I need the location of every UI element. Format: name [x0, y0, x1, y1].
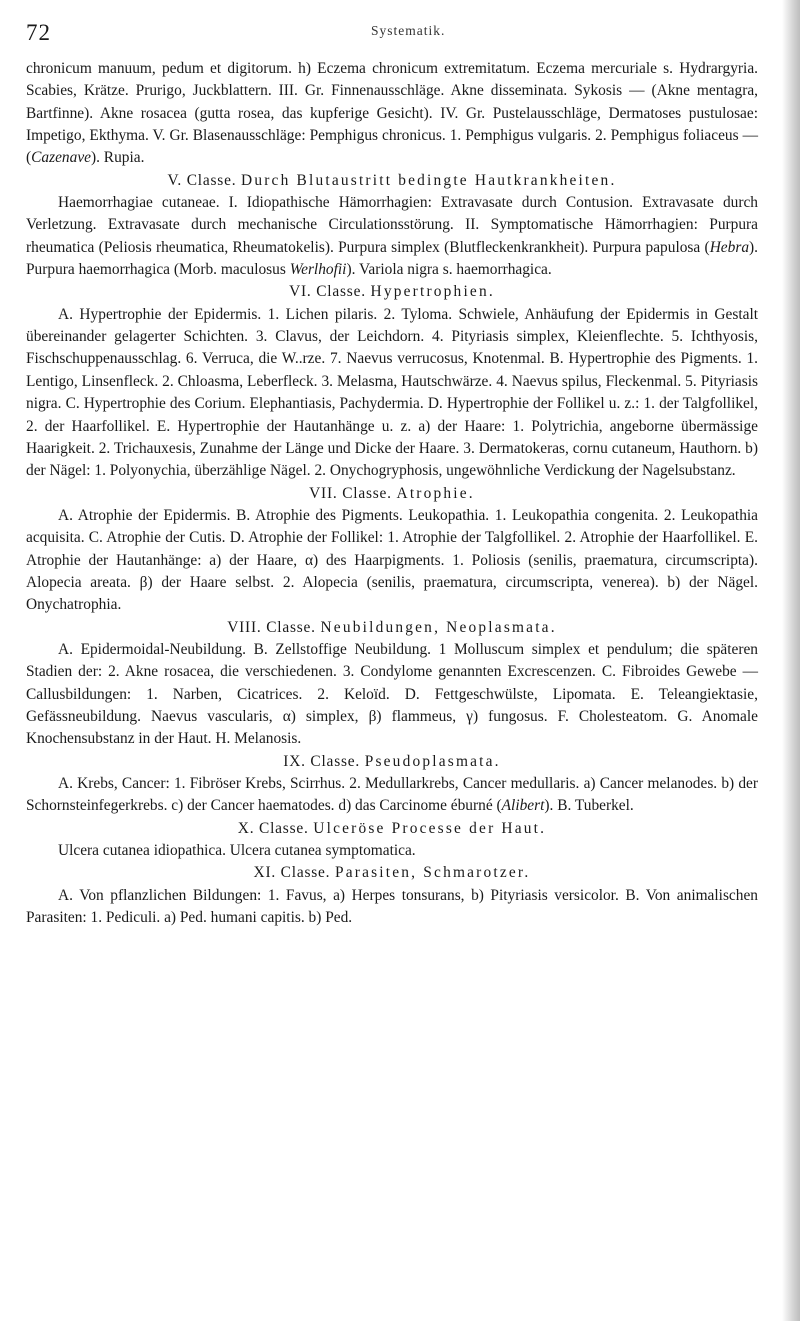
heading-class-x: X. Classe. Ulceröse Processe der Haut.	[237, 819, 547, 837]
heading-class-ix: IX. Classe. Pseudoplasmata.	[283, 752, 501, 770]
heading-class-v: V. Classe. Durch Blutaustritt bedingte Hautkrankheiten.	[167, 171, 617, 189]
heading-class-viii: VIII. Classe. Neubildungen, Neoplasmata.	[227, 618, 557, 636]
heading-class-xi: XI. Classe. Parasiten, Schmarotzer.	[253, 864, 531, 882]
page-number: 72	[26, 20, 51, 45]
paragraph-haemorrhagiae: Haemorrhagiae cutaneae. I. Idiopathische Hämorrhagien: Extravasate durch Contusion. Extravasate durch Verletzung. Extravasate durch mechanische Circulationsstörung. II. Symptomatische Hämorrhagien: Purpura rheumatica (Peliosis rheumatica, Rheumatokelis). Purpura simplex (Blutfleckenkrankheit). Purpura papulosa (Hebra). Purpura haemorrhagica (Morb. maculosus Werlhofii). Variola nigra s. haemorrhagica.	[26, 194, 758, 279]
paragraph-atrophie: A. Atrophie der Epidermis. B. Atrophie des Pigments. Leukopathia. 1. Leukopathia congenita. 2. Leukopathia acquisita. C. Atrophie der Cutis. D. Atrophie der Follikel: 1. Atrophie der Talgfollikel. 2. Atrophie der Haarfollikel. E. Atrophie der Hautanhänge: a) der Haare, α) des Haarpigments. 1. Poliosis (senilis, praematura, circumscripta). Alopecia areata. β) der Haare selbst. 2. Alopecia (senilis, praematura, circumscripta, venerea). b) der Nägel. Onychatrophia.	[26, 506, 758, 614]
paragraph-pseudoplasmata: A. Krebs, Cancer: 1. Fibröser Krebs, Scirrhus. 2. Medullarkrebs, Cancer medullaris. a) Cancer melanodes. b) der Schornsteinfegerkrebs. c) der Cancer haematodes. d) das Carcinome éburné (Alibert). B. Tuberkel.	[26, 775, 758, 815]
heading-class-vii: VII. Classe. Atrophie.	[309, 484, 475, 502]
running-title: Systematik.	[371, 23, 446, 38]
heading-class-vi: VI. Classe. Hypertrophien.	[289, 283, 495, 301]
paragraph-eczema-continued: chronicum manuum, pedum et digitorum. h) Eczema chronicum extremitatum. Eczema mercuriale s. Hydrargyria. Scabies, Krätze. Prurigo, Juckblattern. III. Gr. Finnenausschläge. Akne disseminata. Sykosis — (Akne mentagra, Bartfinne). Akne rosacea (gutta rosea, das kupferige Gesicht). IV. Gr. Pustelausschläge, Dermatoses pustulosae: Impetigo, Ekthyma. V. Gr. Blasenausschläge: Pemphigus chronicus. 1. Pemphigus vulgaris. 2. Pemphigus foliaceus — (Cazenave). Rupia.	[26, 60, 758, 167]
paragraph-parasiten: A. Von pflanzlichen Bildungen: 1. Favus, a) Herpes tonsurans, b) Pityriasis versicolor. B. Von animalischen Parasiten: 1. Pediculi. a) Ped. humani capitis. b) Ped.	[26, 886, 758, 927]
paragraph-hypertrophien: A. Hypertrophie der Epidermis. 1. Lichen pilaris. 2. Tyloma. Schwiele, Anhäufung der Epidermis in Gestalt übereinander gelagerter Schichten. 3. Clavus, der Leichdorn. 4. Pityriasis simplex, Kleienflechte. 5. Ichthyosis, Fischschuppenausschlag. 6. Verruca, die W..rze. 7. Naevus verrucosus, Knotenmal. B. Hypertrophie des Pigments. 1. Lentigo, Linsenfleck. 2. Chloasma, Leberfleck. 3. Melasma, Hautschwärze. 4. Naevus spilus, Fleckenmal. 5. Pityriasis nigra. C. Hypertrophie des Corium. Elephantiasis, Pachydermia. D. Hypertrophie der Follikel u. z.: 1. der Talgfollikel, 2. der Haarfollikel. E. Hypertrophie der Hautanhänge u. z. a) der Haare: 1. Polytrichia, angeborne übermässige Haarigkeit. 2. Trichauxesis, Zunahme der Länge und Dicke der Haare. 3. Dermatokeras, cornu cutaneum, Hauthorn. b) der Nägel: 1. Polyonychia, überzählige Nägel. 2. Onychogryphosis, ungewöhnliche Verdickung der Nagelsubstanz.	[26, 305, 758, 480]
page-edge-shadow	[782, 0, 800, 1321]
page-body	[26, 58, 758, 929]
paragraph-neubildungen: A. Epidermoidal-Neubildung. B. Zellstoffige Neubildung. 1 Molluscum simplex et pendulum; die späteren Stadien der: 2. Akne rosacea, die verschiedenen. 3. Condylome genannten Excrescenzen. C. Fibroides Gewebe — Callusbildungen: 1. Narben, Cicatrices. 2. Keloïd. D. Fettgeschwülste, Lipomata. E. Teleangiektasie, Gefässneubildung. Naevus vascularis, α) simplex, β) flammeus, γ) fungosus. F. Cholesteatom. G. Anomale Knochensubstanz in der Haut. H. Melanosis.	[26, 640, 758, 748]
running-head	[26, 22, 758, 58]
paragraph-ulcera: Ulcera cutanea idiopathica. Ulcera cutanea symptomatica.	[58, 842, 416, 860]
